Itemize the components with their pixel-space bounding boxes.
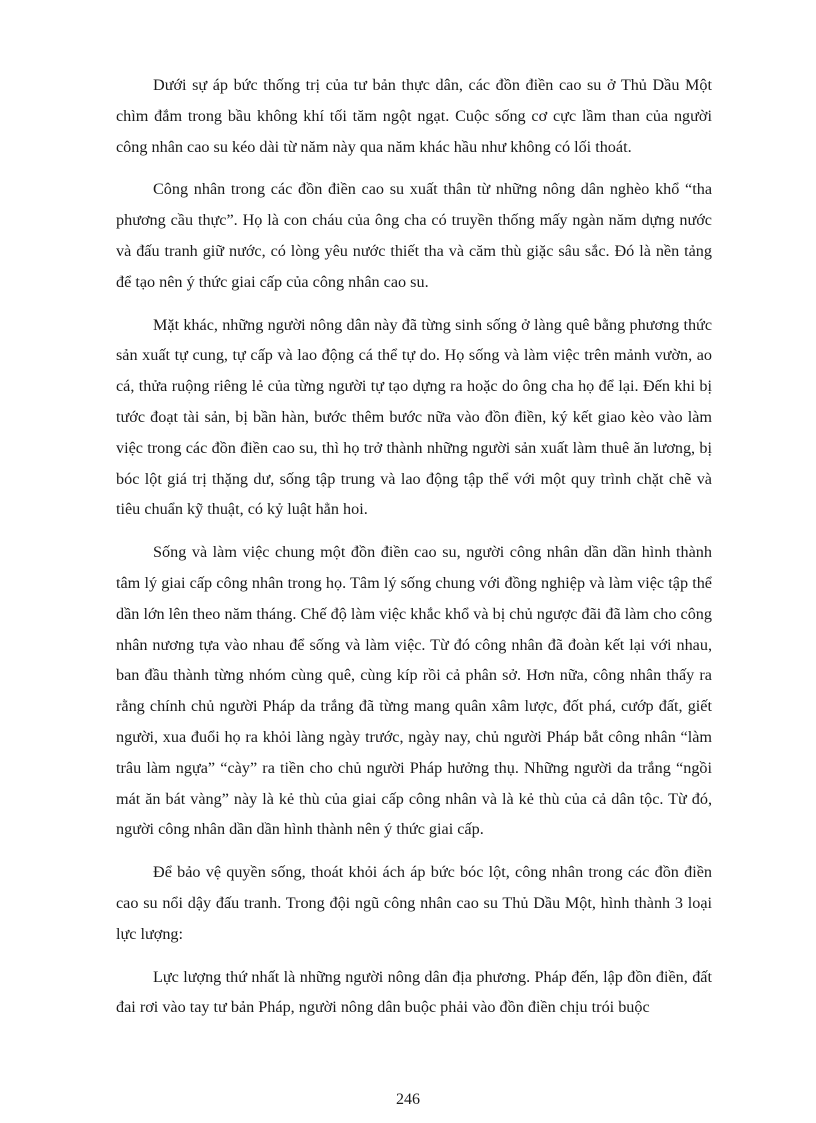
paragraph-2: Công nhân trong các đồn điền cao su xuất thân từ những nông dân nghèo khổ “tha phương cầu thực”. Họ là con cháu của ông cha có truyền thống mấy ngàn năm dựng nước và đấu tranh giữ nước, có lòng yêu nước thiết tha và căm thù giặc sâu sắc. Đó là nền tảng để tạo nên ý thức giai cấp của công nhân cao su.: [116, 180, 712, 291]
paragraph-4: Sống và làm việc chung một đồn điền cao su, người công nhân dần dần hình thành tâm lý giai cấp công nhân trong họ. Tâm lý sống chung với đồng nghiệp và làm việc tập thể dần lớn lên theo năm tháng. Chế độ làm việc khắc khổ và bị chủ ngược đãi đã làm cho công nhân nương tựa vào nhau để sống và làm việc. Từ đó công nhân đã đoàn kết lại với nhau, ban đầu thành từng nhóm cùng quê, cùng kíp rồi cả phân sở. Hơn nữa, công nhân thấy ra rằng chính chủ người Pháp da trắng đã từng mang quân xâm lược, đốt phá, cướp đất, giết người, xua đuổi họ ra khỏi làng ngày trước, ngày nay, chủ người Pháp bắt công nhân “làm trâu làm ngựa” “cày” ra tiền cho chủ người Pháp hưởng thụ. Những người da trắng “ngồi mát ăn bát vàng” này là kẻ thù của giai cấp công nhân và là kẻ thù của cả dân tộc. Từ đó, người công nhân dần dần hình thành nên ý thức giai cấp.: [116, 543, 712, 839]
paragraph-3: Mặt khác, những người nông dân này đã từng sinh sống ở làng quê bằng phương thức sản xuất tự cung, tự cấp và lao động cá thể tự do. Họ sống và làm việc trên mảnh vườn, ao cá, thửa ruộng riêng lẻ của từng người tự tạo dựng ra hoặc do ông cha họ để lại. Đến khi bị tước đoạt tài sản, bị bần hàn, bước thêm bước nữa vào đồn điền, ký kết giao kèo vào làm việc trong các đồn điền cao su, thì họ trở thành những người sản xuất làm thuê ăn lương, bị bóc lột giá trị thặng dư, sống tập trung và lao động tập thể với một quy trình chặt chẽ và tiêu chuẩn kỹ thuật, có kỷ luật hẳn hoi.: [116, 315, 712, 519]
paragraph-6: Lực lượng thứ nhất là những người nông dân địa phương. Pháp đến, lập đồn điền, đất đai rơi vào tay tư bản Pháp, người nông dân buộc phải vào đồn điền chịu trói buộc: [116, 967, 712, 1017]
page-number: 246: [396, 1091, 420, 1108]
document-body: [116, 70, 712, 1035]
paragraph-1: Dưới sự áp bức thống trị của tư bản thực dân, các đồn điền cao su ở Thủ Dầu Một chìm đắm trong bầu không khí tối tăm ngột ngạt. Cuộc sống cơ cực lầm than của người công nhân cao su kéo dài từ năm này qua năm khác hầu như không có lối thoát.: [116, 76, 712, 156]
paragraph-5: Để bảo vệ quyền sống, thoát khỏi ách áp bức bóc lột, công nhân trong các đồn điền cao su nổi dậy đấu tranh. Trong đội ngũ công nhân cao su Thủ Dầu Một, hình thành 3 loại lực lượng:: [116, 863, 712, 943]
